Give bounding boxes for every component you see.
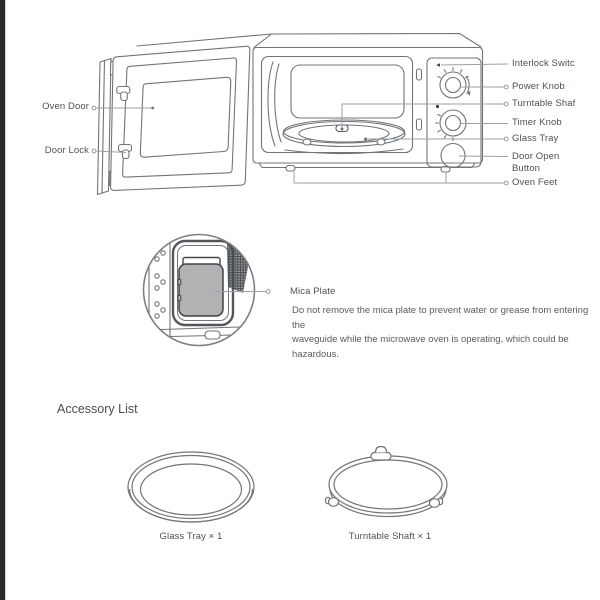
accessory-label-turntable-shaft: Turntable Shaft × 1: [348, 531, 432, 542]
label-oven-feet: Oven Feet: [512, 177, 558, 188]
mica-note-line: hazardous.: [292, 348, 340, 360]
label-mica-plate: Mica Plate: [290, 286, 336, 297]
control-panel-drawing: [427, 58, 481, 168]
label-oven-door: Oven Door: [42, 101, 89, 112]
label-power-knob: Power Knob: [512, 81, 565, 92]
label-turntable-shaft: Turntable Shaf: [512, 98, 576, 109]
mica-note-line: waveguide while the microwave oven is operating, which could be: [292, 334, 569, 346]
glass-tray-drawing: [128, 452, 254, 522]
turntable-shaft-drawing: [325, 447, 447, 517]
accessory-list-title: Accessory List: [57, 402, 138, 416]
oven-door-drawing: [98, 46, 250, 194]
mica-plate-note: [292, 304, 592, 362]
label-glass-tray: Glass Tray: [512, 133, 559, 144]
mica-detail-drawing: [144, 234, 255, 347]
label-timer-knob: Timer Knob: [512, 117, 562, 128]
label-door-lock: Door Lock: [44, 145, 89, 156]
accessory-label-glass-tray: Glass Tray × 1: [159, 531, 223, 542]
label-door-open-button: Door Open Button: [512, 151, 560, 174]
mica-note-line: Do not remove the mica plate to prevent water or grease from entering the: [292, 305, 589, 331]
label-interlock-switch: Interlock Switc: [512, 58, 575, 69]
